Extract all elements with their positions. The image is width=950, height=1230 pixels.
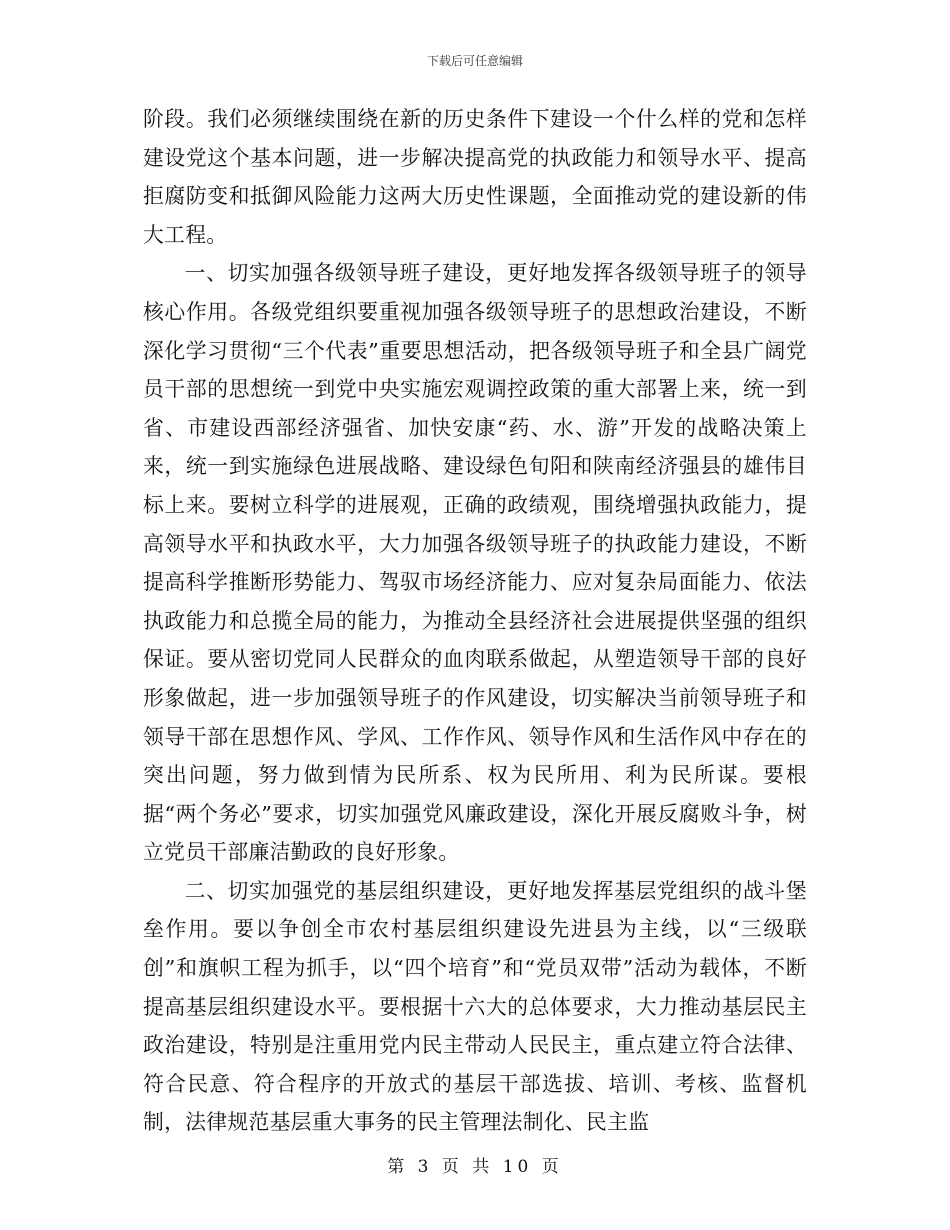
page-header: 下载后可任意编辑: [426, 54, 523, 68]
document-body: [143, 100, 807, 1142]
paragraph-leadership-teams: 一、切实加强各级领导班子建设，更好地发挥各级领导班子的领导核心作用。各级党组织要重视加强各级领导班子的思想政治建设，不断深化学习贯彻“三个代表”重要思想活动，把各级领导班子和全县广阔党员干部的思想统一到党中央实施宏观调控政策的重大部署上来，统一到省、市建设西部经济强省、加快安康“药、水、游”开发的战略决策上来，统一到实施绿色进展战略、建设绿色旬阳和陕南经济强县的雄伟目标上来。要树立科学的进展观，正确的政绩观，围绕增强执政能力，提高领导水平和执政水平，大力加强各级领导班子的执政能力建设，不断提高科学推断形势能力、驾驭市场经济能力、应对复杂局面能力、依法执政能力和总揽全局的能力，为推动全县经济社会进展提供坚强的组织保证。要从密切党同人民群众的血肉联系做起，从塑造领导干部的良好形象做起，进一步加强领导班子的作风建设，切实解决当前领导班子和领导干部在思想作风、学风、工作作风、领导作风和生活作风中存在的突出问题，努力做到情为民所系、权为民所用、利为民所谋。要根据“两个务必”要求，切实加强党风廉政建设，深化开展反腐败斗争，树立党员干部廉洁勤政的良好形象。: [143, 261, 807, 865]
paragraph-continuation: 阶段。我们必须继续围绕在新的历史条件下建设一个什么样的党和怎样建设党这个基本问题，进一步解决提高党的执政能力和领导水平、提高拒腐防变和抵御风险能力这两大历史性课题，全面推动党的建设新的伟大工程。: [143, 107, 807, 247]
paragraph-grassroots-organization: 二、切实加强党的基层组织建设，更好地发挥基层党组织的战斗堡垒作用。要以争创全市农村基层组织建设先进县为主线，以“三级联创”和旗帜工程为抓手，以“四个培育”和“党员双带”活动为载体，不断提高基层组织建设水平。要根据十六大的总体要求，大力推动基层民主政治建设，特别是注重用党内民主带动人民民主，重点建立符合法律、符合民意、符合程序的开放式的基层干部选拔、培训、考核、监督机制，法律规范基层重大事务的民主管理法制化、民主监: [143, 878, 807, 1135]
page-footer: 第 3 页 共 10 页: [387, 1157, 563, 1177]
